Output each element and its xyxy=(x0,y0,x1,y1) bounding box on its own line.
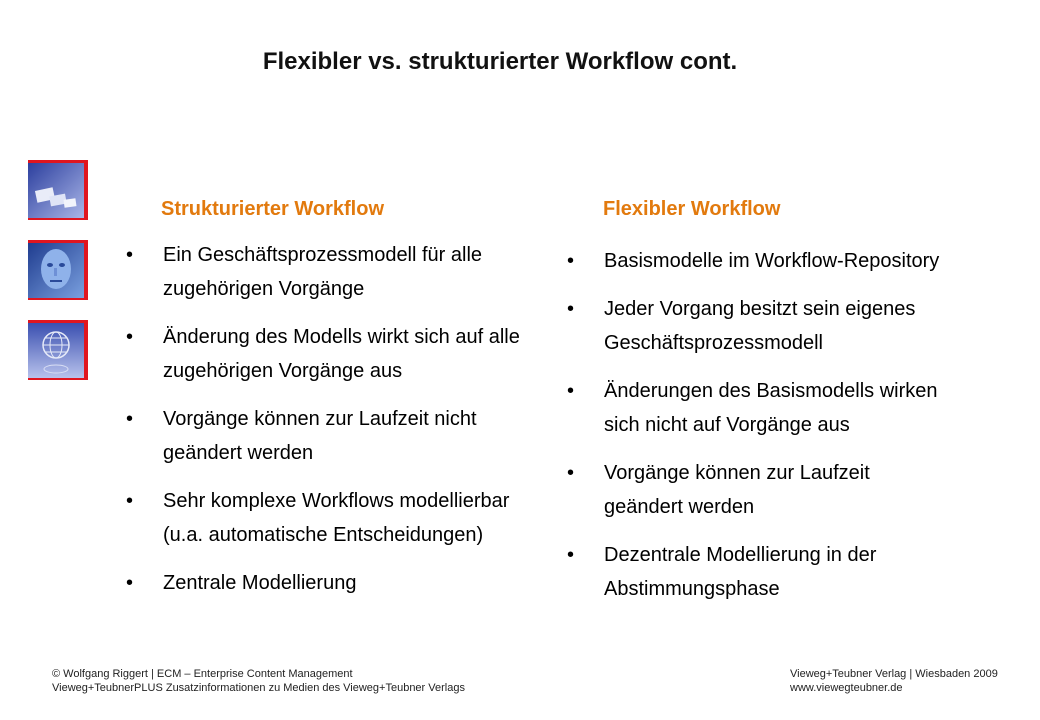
list-item xyxy=(567,538,947,606)
globe-thumbnail-icon xyxy=(28,320,88,380)
list-item-text: Änderung des Modells wirkt sich auf alle zugehörigen Vorgänge aus xyxy=(163,326,520,382)
list-item-text: Basismodelle im Workflow-Repository xyxy=(604,250,940,272)
footer-copyright: © Wolfgang Riggert | ECM – Enterprise Content Management xyxy=(52,668,353,680)
face-thumbnail-icon xyxy=(28,240,88,300)
bullet-marker: • xyxy=(126,490,134,512)
bullet-marker: • xyxy=(126,326,134,348)
footer-website: www.viewegteubner.de xyxy=(790,682,903,694)
bullet-marker: • xyxy=(567,544,575,566)
list-item xyxy=(567,244,947,278)
flexible-workflow-list xyxy=(567,244,947,620)
left-column-heading: Strukturierter Workflow xyxy=(161,198,384,220)
list-item xyxy=(567,456,947,524)
list-item-text: Sehr komplexe Workflows modellierbar (u.a. automatische Entscheidungen) xyxy=(163,490,510,546)
right-column-heading: Flexibler Workflow xyxy=(603,198,781,220)
list-item xyxy=(126,484,546,552)
bullet-marker: • xyxy=(567,462,575,484)
list-item xyxy=(126,238,546,306)
list-item xyxy=(126,402,546,470)
list-item-text: Jeder Vorgang besitzt sein eigenes Geschäftsprozessmodell xyxy=(604,298,916,354)
list-item-text: Dezentrale Modellierung in der Abstimmungsphase xyxy=(604,544,877,600)
list-item-text: Ein Geschäftsprozessmodell für alle zugehörigen Vorgänge xyxy=(163,244,483,300)
bullet-marker: • xyxy=(126,572,134,594)
slide-title: Flexibler vs. strukturierter Workflow cont. xyxy=(262,48,738,75)
bullet-marker: • xyxy=(126,244,134,266)
list-item xyxy=(126,320,546,388)
list-item-text: Zentrale Modellierung xyxy=(163,572,357,594)
list-item xyxy=(567,292,947,360)
list-item-text: Vorgänge können zur Laufzeit nicht geändert werden xyxy=(163,408,477,464)
list-item-text: Änderungen des Basismodells wirken sich nicht auf Vorgänge aus xyxy=(604,380,938,436)
footer-left xyxy=(52,667,465,695)
bullet-marker: • xyxy=(567,250,575,272)
list-item xyxy=(126,566,546,600)
bullet-marker: • xyxy=(126,408,134,430)
footer-right xyxy=(790,667,998,695)
list-item xyxy=(567,374,947,442)
footer-publisher: Vieweg+Teubner Verlag | Wiesbaden 2009 xyxy=(790,668,998,680)
bullet-marker: • xyxy=(567,380,575,402)
bullet-marker: • xyxy=(567,298,575,320)
list-item-text: Vorgänge können zur Laufzeit geändert werden xyxy=(604,462,870,518)
documents-thumbnail-icon xyxy=(28,160,88,220)
footer-publisher-note: Vieweg+TeubnerPLUS Zusatzinformationen zu Medien des Vieweg+Teubner Verlags xyxy=(52,682,465,694)
structured-workflow-list xyxy=(126,238,546,614)
